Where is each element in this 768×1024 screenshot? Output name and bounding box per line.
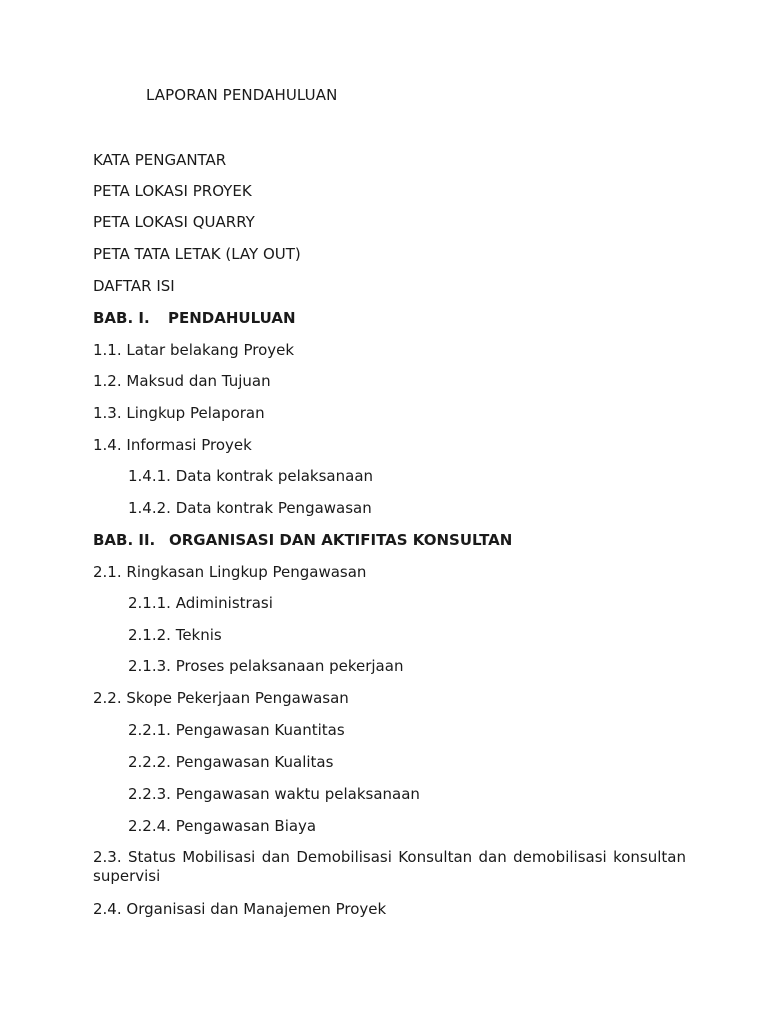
bab-2-number: BAB. II. bbox=[93, 531, 156, 549]
toc-item-2-1: 2.1. Ringkasan Lingkup Pengawasan bbox=[93, 563, 367, 581]
front-matter-peta-lokasi-proyek: PETA LOKASI PROYEK bbox=[93, 182, 252, 200]
front-matter-kata-pengantar: KATA PENGANTAR bbox=[93, 151, 227, 169]
toc-item-2-3: 2.3. Status Mobilisasi dan Demobilisasi Konsultan dan demobilisasi konsultan supervisi bbox=[93, 848, 686, 885]
toc-item-2-2-4: 2.2.4. Pengawasan Biaya bbox=[128, 817, 317, 835]
bab-1-number: BAB. I. bbox=[93, 309, 150, 327]
toc-item-1-4: 1.4. Informasi Proyek bbox=[93, 436, 252, 454]
toc-item-2-1-2: 2.1.2. Teknis bbox=[128, 626, 222, 644]
front-matter-peta-tata-letak: PETA TATA LETAK (LAY OUT) bbox=[93, 245, 301, 263]
toc-item-1-2: 1.2. Maksud dan Tujuan bbox=[93, 372, 271, 390]
document-title: LAPORAN PENDAHULUAN bbox=[146, 86, 338, 104]
toc-item-2-2-3: 2.2.3. Pengawasan waktu pelaksanaan bbox=[128, 785, 420, 803]
toc-item-1-1: 1.1. Latar belakang Proyek bbox=[93, 341, 295, 359]
toc-item-1-3: 1.3. Lingkup Pelaporan bbox=[93, 404, 265, 422]
toc-item-2-1-3: 2.1.3. Proses pelaksanaan pekerjaan bbox=[128, 657, 404, 675]
toc-item-2-2: 2.2. Skope Pekerjaan Pengawasan bbox=[93, 689, 349, 707]
toc-item-1-4-1: 1.4.1. Data kontrak pelaksanaan bbox=[128, 467, 374, 485]
front-matter-peta-lokasi-quarry: PETA LOKASI QUARRY bbox=[93, 213, 255, 231]
toc-item-1-4-2: 1.4.2. Data kontrak Pengawasan bbox=[128, 499, 372, 517]
bab-2-title: ORGANISASI DAN AKTIFITAS KONSULTAN bbox=[169, 531, 513, 549]
toc-item-2-1-1: 2.1.1. Adiministrasi bbox=[128, 594, 273, 612]
bab-2-heading bbox=[93, 531, 512, 549]
toc-item-2-2-2: 2.2.2. Pengawasan Kualitas bbox=[128, 753, 334, 771]
toc-item-2-2-1: 2.2.1. Pengawasan Kuantitas bbox=[128, 721, 345, 739]
front-matter-daftar-isi: DAFTAR ISI bbox=[93, 277, 175, 295]
bab-1-heading bbox=[93, 309, 296, 327]
toc-item-2-4: 2.4. Organisasi dan Manajemen Proyek bbox=[93, 900, 387, 918]
bab-1-title: PENDAHULUAN bbox=[168, 309, 296, 327]
